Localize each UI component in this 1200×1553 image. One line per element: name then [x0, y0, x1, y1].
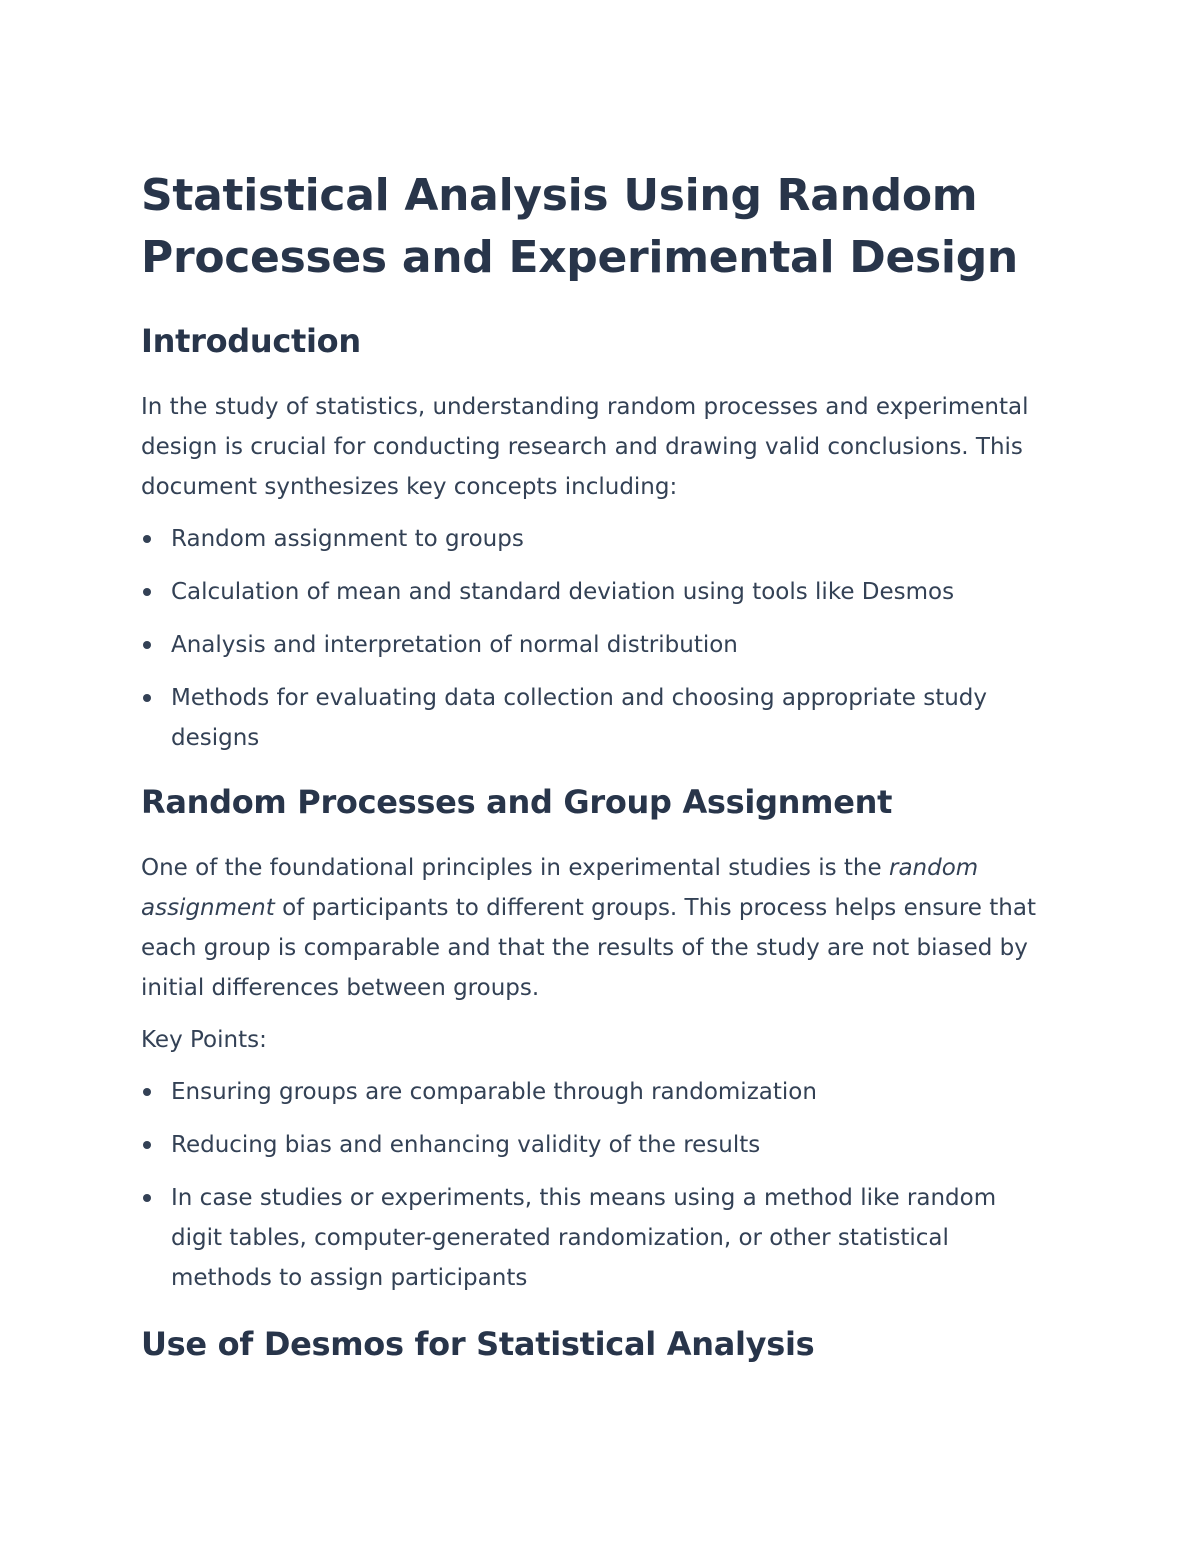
bullet-icon: [143, 1194, 151, 1202]
key-points-label: Key Points:: [141, 1027, 267, 1053]
list-item-text: Random assignment to groups: [171, 526, 524, 552]
list-item: [141, 625, 1051, 665]
list-item-text: In case studies or experiments, this means using a method like random digit tables, computer-generated randomization, or other statistical methods to assign participants: [171, 1185, 997, 1291]
key-points-bullet-list: [141, 1072, 1051, 1298]
intro-paragraph: In the study of statistics, understanding random processes and experimental design is crucial for conducting research and drawing valid conclusions. This document synthesizes key concepts including:: [141, 394, 1029, 500]
list-item: [141, 1072, 1051, 1112]
bullet-icon: [143, 535, 151, 543]
intro-bullet-list: [141, 519, 1051, 758]
list-item-text: Calculation of mean and standard deviation using tools like Desmos: [171, 579, 955, 605]
list-item: [141, 572, 1051, 612]
bullet-icon: [143, 694, 151, 702]
document-page: [141, 165, 1051, 1366]
bullet-icon: [143, 1141, 151, 1149]
random-assignment-paragraph: [141, 848, 1051, 1008]
section-heading-introduction: Introduction: [141, 322, 361, 360]
list-item-text: Reducing bias and enhancing validity of the results: [171, 1132, 761, 1158]
bullet-icon: [143, 1088, 151, 1096]
list-item: [141, 1125, 1051, 1165]
section-heading-desmos: Use of Desmos for Statistical Analysis: [141, 1325, 815, 1363]
paragraph-text-before: One of the foundational principles in experimental studies is the: [141, 855, 889, 881]
list-item-text: Ensuring groups are comparable through randomization: [171, 1079, 817, 1105]
bullet-icon: [143, 641, 151, 649]
list-item-text: Analysis and interpretation of normal distribution: [171, 632, 738, 658]
list-item-text: Methods for evaluating data collection and choosing appropriate study designs: [171, 685, 988, 751]
bullet-icon: [143, 588, 151, 596]
paragraph-emphasis: random assignment: [141, 855, 979, 921]
list-item: [141, 1178, 1051, 1298]
page-title: Statistical Analysis Using Random Processes and Experimental Design: [141, 170, 1018, 283]
paragraph-text-after: of participants to different groups. This process helps ensure that each group is comparable and that the results of the study are not biased by initial differences between groups.: [141, 895, 1036, 1001]
section-heading-random-processes: Random Processes and Group Assignment: [141, 783, 893, 821]
list-item: [141, 519, 1051, 559]
list-item: [141, 678, 1051, 758]
